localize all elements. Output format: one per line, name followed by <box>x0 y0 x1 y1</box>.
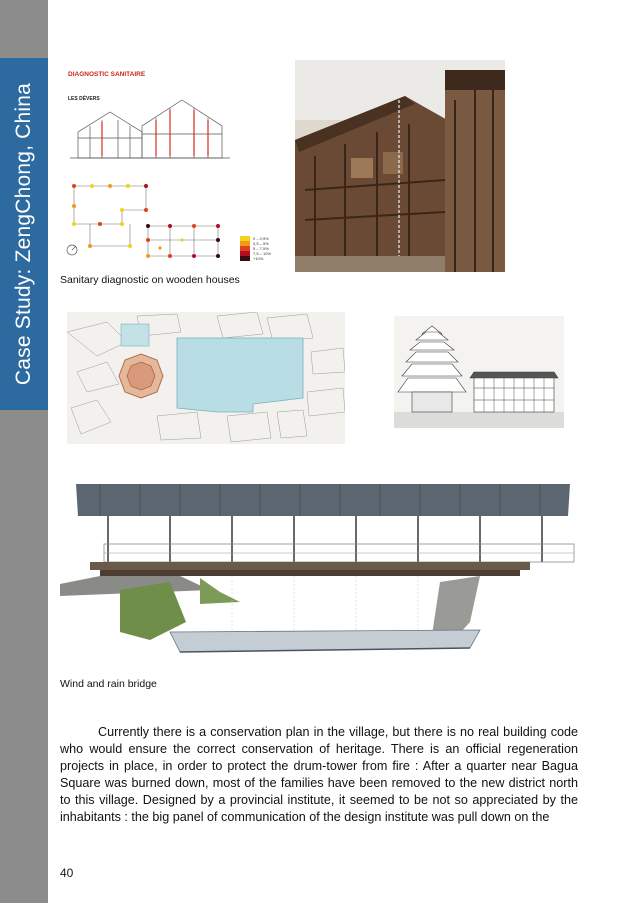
diagram-title: DIAGNOSTIC SANITAIRE <box>68 71 146 78</box>
wooden-house-photo <box>295 60 505 272</box>
legend-label: 0,5 – 5% <box>253 241 269 246</box>
body-paragraph-text: Currently there is a conservation plan in the village, but there is no real building code who would ensure the correct conservation of heritage. There is an official regeneration projects in place, in order to protect the drum-tower from fire : After a quarter near Bagua Square was burned down, most of the families have been removed to the new district north to this village. Designed by a provincial institute, it seemed to be not so appreciated by the inhabitants : the big panel of communication of the design institute was pull down on the <box>60 725 578 824</box>
drum-tower-section-drawing <box>394 316 564 428</box>
wind-rain-bridge-drawing <box>60 472 578 666</box>
sidebar-title: Case Study: ZengChong, China <box>12 82 35 386</box>
legend-label: +10% <box>253 256 264 261</box>
figure-caption-bridge: Wind and rain bridge <box>60 678 157 690</box>
legend-label: 7,5 – 10% <box>253 251 272 256</box>
legend-label: 5 – 7,5% <box>253 246 269 251</box>
figure-caption-diagnostic: Sanitary diagnostic on wooden houses <box>60 274 240 286</box>
page-number: 40 <box>60 866 74 880</box>
body-paragraph <box>60 724 578 826</box>
site-plan-drawing <box>67 312 345 444</box>
diagnostic-diagram <box>60 60 294 270</box>
diagram-subtitle: LES DÉVERS <box>68 96 100 102</box>
legend-label: 0 – 0,5% <box>253 236 269 241</box>
